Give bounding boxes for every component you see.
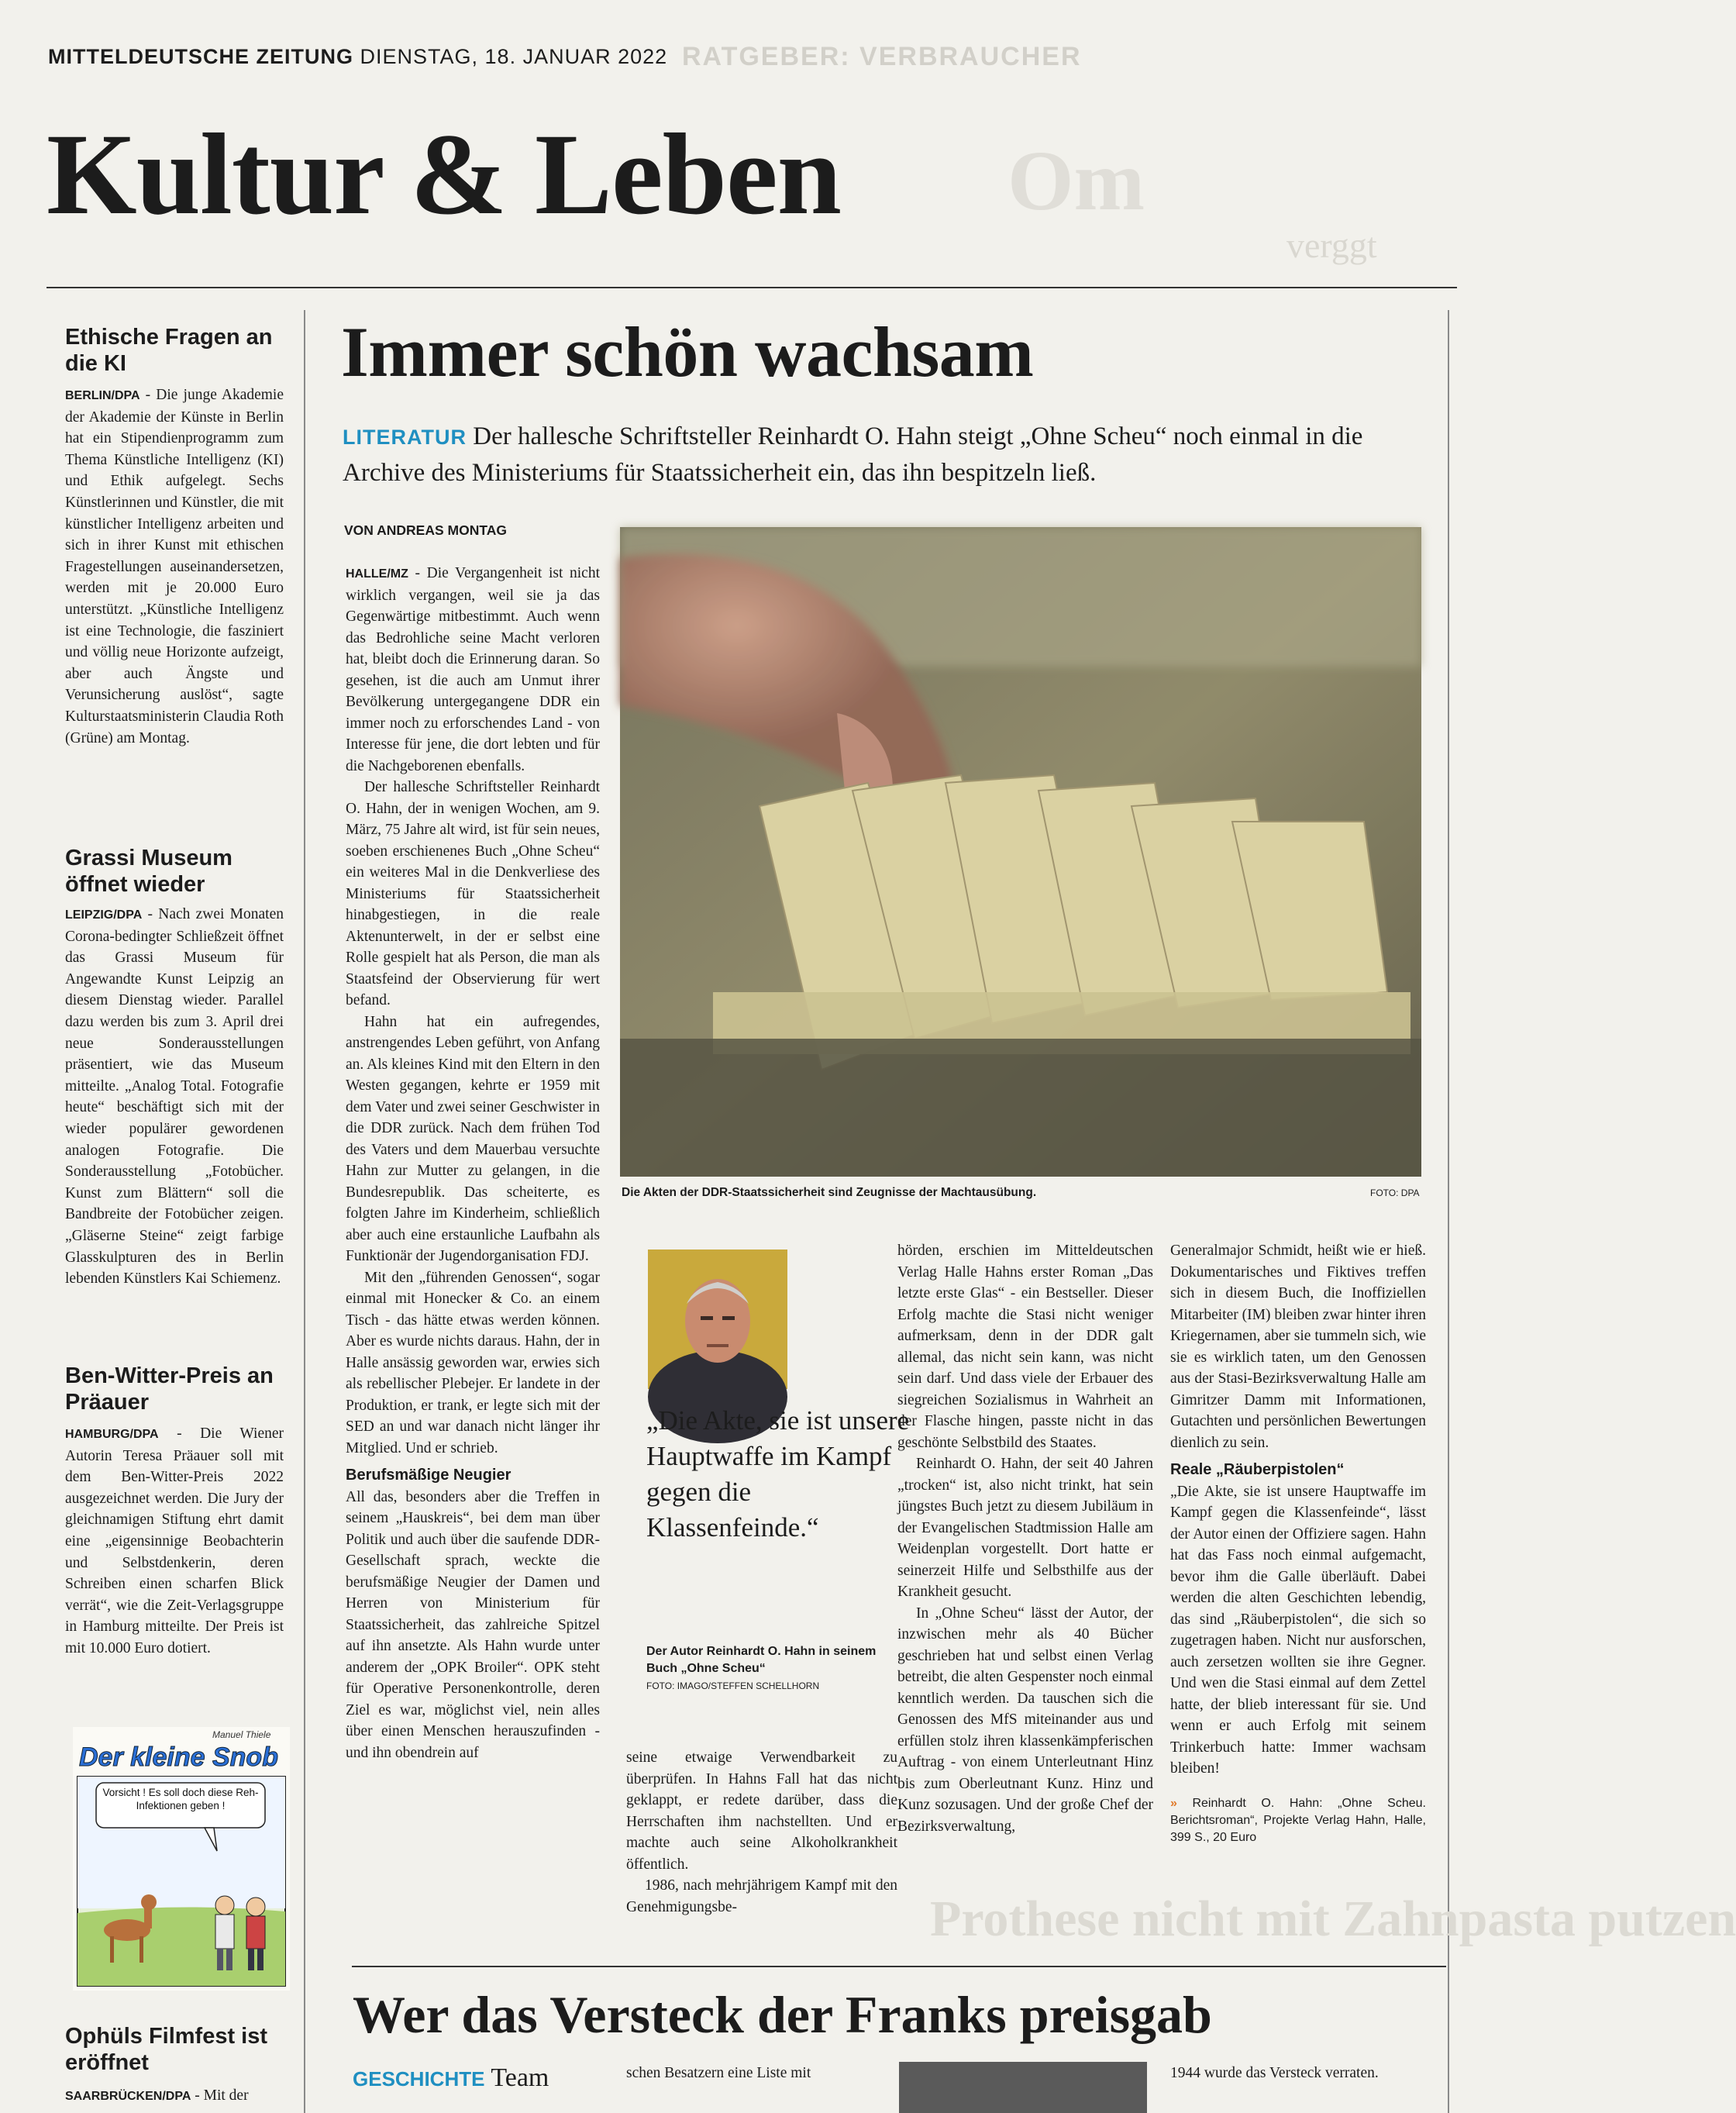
section-title: Kultur & Leben: [46, 110, 842, 239]
article2-kicker: GESCHICHTE Team: [353, 2063, 549, 2092]
portrait-credit: FOTO: IMAGO/STEFFEN SCHELLHORN: [646, 1680, 820, 1691]
bleed-through-bottom: Prothese nicht mit Zahnpasta putzen: [930, 1891, 1736, 1947]
article-column-3: hörden, erschien im Mitteldeutschen Verlag Halle Hahns erster Roman „Das letzte erste Glas“ - ein Bestseller. Dieser Erfolg machte die Stasi nicht weniger aufmerksam, denn in der DDR galt allemal, das nicht sein kann, was nicht sein darf. Und dass viele der Erbauer des siegreichen Sozialismus in Wahrheit an der Flasche hingen, passte nicht in das geschönte Selbstbild des Staates. Reinhardt O. Hahn, der seit 40 Jahren „trocken“ ist, also nicht trinkt, hat sein jüngstes Buch jetzt zu diesem Jubiläum in der Evangelischen Stadtmission Halle am Weidenplan vorgestellt. Dort hatte er seinerzeit Hilfe und Selbsthilfe aus der Krankheit gesucht. In „Ohne Scheu“ lässt der Autor, der inzwischen mehr als 40 Bücher geschrieben hat und selbst einen Verlag betreibt, die alten Gespenster noch einmal kenntlich werden. Da tauschen sich die Genossen des MfS miteinander aus und erfüllen stolz ihren klassenkämpferischen Auftrag - von einem Unterleutnant Hinz bis zum Oberleutnant Kunz. Hinz und Kunz sozusagen. Und der große Chef der Bezirksverwaltung,: [897, 1243, 1153, 1835]
author-portrait: [648, 1250, 787, 1389]
article2-headline: Wer das Versteck der Franks preisgab: [353, 1985, 1212, 2044]
sidebar-text-witter: HAMBURG/DPA - Die Wiener Autorin Teresa Präauer soll mit dem Ben-Witter-Preis 2022 ausgezeichnet werden. Die Jury der gleichnamigen Stiftung ehrt damit eine „eigensinnige Beobachterin und Selbstdenkerin, deren Schreiben einen scharfen Blick verrät“, wie die Zeit-Verlagsgruppe in Hamburg mitteilte. Der Preis ist mit 10.000 Euro dotiert.: [65, 1425, 284, 1656]
sidebar-heading-ki: Ethische Fragen an die KI: [65, 325, 273, 376]
sidebar-text-grassi: LEIPZIG/DPA - Nach zwei Monaten Corona-bedingter Schließzeit öffnet das Grassi Museum für Angewandte Kunst Leipzig an diesem Dienstag wieder. Parallel dazu werden bis zum 3. April drei neue Sonderausstellungen präsentiert, wie das Museum mitteilte. „Analog Total. Fotografie heute“ beschäftigt sich mit der wieder populärer gewordenen analogen Fotografie. Die Sonderausstellung „Fotobücher. Kunst zum Blättern“ soll die Bandbreite der Fotobücher zeigen. „Gläserne Steine“ zeigt farbige Glasskulpturen des in Berlin lebenden Künstlers Kai Schiemenz.: [65, 906, 284, 1287]
article-column-1: HALLE/MZ - Die Vergangenheit ist nicht wirklich vergangen, weil sie ja das Gegenwärtige mitbestimmt. Auch wenn das Bedrohliche seine Macht verloren hat, bleibt doch die Erinnerung daran. So gesehen, ist die auch am Unmut ihrer Bevölkerung untergegangene DDR ein immer noch zu erforschendes Land - von Interesse für jene, die dort lebten und für die Nachgeborenen ebenfalls. Der hallesche Schriftsteller Reinhardt O. Hahn, der in wenigen Wochen, am 9. März, 75 Jahre alt wird, ist für sein neues, soeben erschienenes Buch „Ohne Scheu“ ein weiteres Mal in die Denkverliese des Ministeriums für Staatssicherheit hinabgestiegen, in die reale Aktenunterwelt, in der er selbst eine Rolle gespielt hat als Person, die man als Staatsfeind der Observierung für wert befand. Hahn hat ein aufregendes, anstrengendes Leben geführt, von Anfang an. Als kleines Kind mit den Eltern in den Westen gegangen, kehrte er 1959 mit dem Vater und zwei seiner Geschwister in die DDR zurück. Nach dem frühen Tod des Vaters und dem Mauerbau versuchte Hahn zur Mutter zu gelangen, in die Bundesrepublik. Das scheiterte, es folgten Jahre im Kinderheim, schließlich aber auch eine erstaunliche Laufbahn als Funktionär der Jugendorganisation FDJ. Mit den „führenden Genossen“, sogar einmal mit Honecker & Co. an einem Tisch - das hätte etwas werden können. Aber es wurde nichts daraus. Hahn, der in Halle ansässig geworden war, erwies sich als rebellischer Plebejer. Er landete in der Produktion, er trank, er legte sich mit der SED an und war danach nicht länger ihr Mitglied. Und er schrieb. Berufsmäßige Neugier All das, besonders aber die Treffen in seinem „Hauskreis“, bei dem man über Politik und auch über die saufende DDR-Gesellschaft sprach, weckte die berufsmäßige Neugier der Damen und Herren von Ministerium für Staatssicherheit, das zahlreiche Spitzel auf ihn ansetzte. Als Hahn wurde unter anderem der „OPK Broiler“. OPK steht für Operative Personenkontrolle, deren Ziel es war, möglichst viel, nein alles über einen Menschen herauszufinden - und ihn obendrein auf: [346, 565, 600, 1761]
sidebar-text-ophuels: SAARBRÜCKEN/DPA - Mit der: [65, 2087, 249, 2104]
pull-quote: „Die Akte, sie ist unsere Hauptwaffe im Kampf gegen die Klassenfeinde.“: [646, 1405, 910, 1543]
comic-title: Der kleine Snob: [79, 1742, 278, 1772]
sidebar-heading-ophuels: Ophüls Filmfest ist eröffnet: [65, 2024, 268, 2075]
kicker-label: LITERATUR: [343, 426, 467, 449]
article-kicker: [343, 419, 1435, 491]
comic-strip: [73, 1727, 290, 1991]
book-info: » Reinhardt O. Hahn: „Ohne Scheu. Berichtsroman“, Projekte Verlag Hahn, Halle, 399 S., 20 Euro: [1170, 1796, 1426, 1844]
sidebar-heading-witter: Ben-Witter-Preis an Präauer: [65, 1363, 274, 1415]
right-divider: [1448, 310, 1449, 2113]
comic-illustration: [73, 1727, 290, 1991]
bleed-through-header: RATGEBER: VERBRAUCHER: [682, 42, 1082, 71]
sidebar-text-ki: BERLIN/DPA - Die junge Akademie der Akademie der Künste in Berlin hat ein Stipendienprogramm zum Thema Künstliche Intelligenz (KI) und Ethik aufgelegt. Sechs Künstlerinnen und Künstler, die mit künstlicher Intelligenz arbeiten und sich in ihrer Kunst mit ethischen Fragestellungen auseinandersetzen, werden mit je 20.000 Euro unterstützt. „Künstliche Intelligenz ist eine Technologie, die fasziniert und völlig neue Horizonte aufzeigt, aber auch Ängste und Verunsicherung auslöst“, sagte Kulturstaatsministerin Claudia Roth (Grüne) am Montag.: [65, 387, 284, 746]
article2-column-b: 1944 wurde das Versteck verraten.: [1170, 2065, 1379, 2081]
article2-rule: [352, 1966, 1446, 1967]
article-photo: [620, 527, 1421, 1177]
article-headline: Immer schön wachsam: [341, 312, 1034, 391]
masthead: [48, 45, 667, 69]
kicker-text: Der hallesche Schriftsteller Reinhardt O. Hahn steigt „Ohne Scheu“ noch einmal in die Archive des Ministeriums für Staatssicherheit ein, das ihn bespitzeln ließ.: [343, 422, 1363, 487]
issue-date: DIENSTAG, 18. JANUAR 2022: [360, 45, 668, 68]
subheading-raeuberpistolen: Reale „Räuberpistolen“: [1170, 1461, 1345, 1478]
bleed-through-big: Om: [1008, 133, 1145, 228]
stasi-files-photo: [620, 527, 1421, 1177]
byline: VON ANDREAS MONTAG: [344, 522, 507, 538]
photo-credit: FOTO: DPA: [1370, 1187, 1420, 1198]
comic-speech: Vorsicht ! Es soll doch diese Reh-Infektionen geben !: [102, 1787, 259, 1811]
subheading-neugier: Berufsmäßige Neugier: [346, 1467, 512, 1484]
sidebar-divider: [304, 310, 305, 2113]
article2-photo: [899, 2062, 1147, 2113]
photo-caption: Die Akten der DDR-Staatssicherheit sind Zeugnisse der Machtausübung.: [622, 1186, 1037, 1199]
article-column-4: Generalmajor Schmidt, heißt wie er hieß. Dokumentarisches und Fiktives treffen sich in diesem Buch, die Inoffiziellen Mitarbeiter (IM) bleiben zwar hinter ihren Kriegernamen, aber sie tummeln sich, wie sie es wirklich taten, um den Genossen aus der Stasi-Bezirksverwaltung Halle am Gimritzer Damm mit Informationen, Gutachten und persönlichen Bewertungen dienlich zu sein. Reale „Räuberpistolen“ „Die Akte, sie ist unsere Hauptwaffe im Kampf gegen die Klassenfeinde“, lässt der Autor einen der Offiziere sagen. Hahn hat das Fass noch einmal aufgemacht, bevor ihm die Galle überläuft. Dabei werden die alten Geschichten lebendig, das sind „Räuberpistolen“, die sich so zugetragen haben. Nicht nur ausforschen, auch zersetzen wollten sie ihre Gegner. Und wen die Stasi einmal auf dem Zettel hatte, der blieb interessant für sie. Und wenn er auch Erfolg mit seinem Trinkerbuch hatte: Immer wachsam bleiben! » Reinhardt O. Hahn: „Ohne Scheu. Berichtsroman“, Projekte Verlag Hahn, Halle, 399 S., 20 Euro: [1170, 1240, 1426, 1846]
article-column-2: seine etwaige Verwendbarkeit zu überprüfen. In Hahns Fall hat das nicht geklappt, er redete darüber, dass die Herrschaften ihm nachstellten. Und er machte auch seine Alkoholkrankheit öffentlich. 1986, nach mehrjährigem Kampf mit den Genehmigungsbe-: [626, 1749, 897, 1915]
sidebar-heading-grassi: Grassi Museum öffnet wieder: [65, 846, 232, 897]
comic-author: Manuel Thiele: [212, 1729, 271, 1740]
article2-column-a: schen Besatzern eine Liste mit: [626, 2065, 811, 2081]
bleed-through-side: verggt: [1286, 226, 1377, 265]
portrait-caption: Der Autor Reinhardt O. Hahn in seinem Buch „Ohne Scheu“: [646, 1645, 877, 1675]
paper-name: MITTELDEUTSCHE ZEITUNG: [48, 45, 353, 68]
header-rule: [46, 287, 1457, 288]
